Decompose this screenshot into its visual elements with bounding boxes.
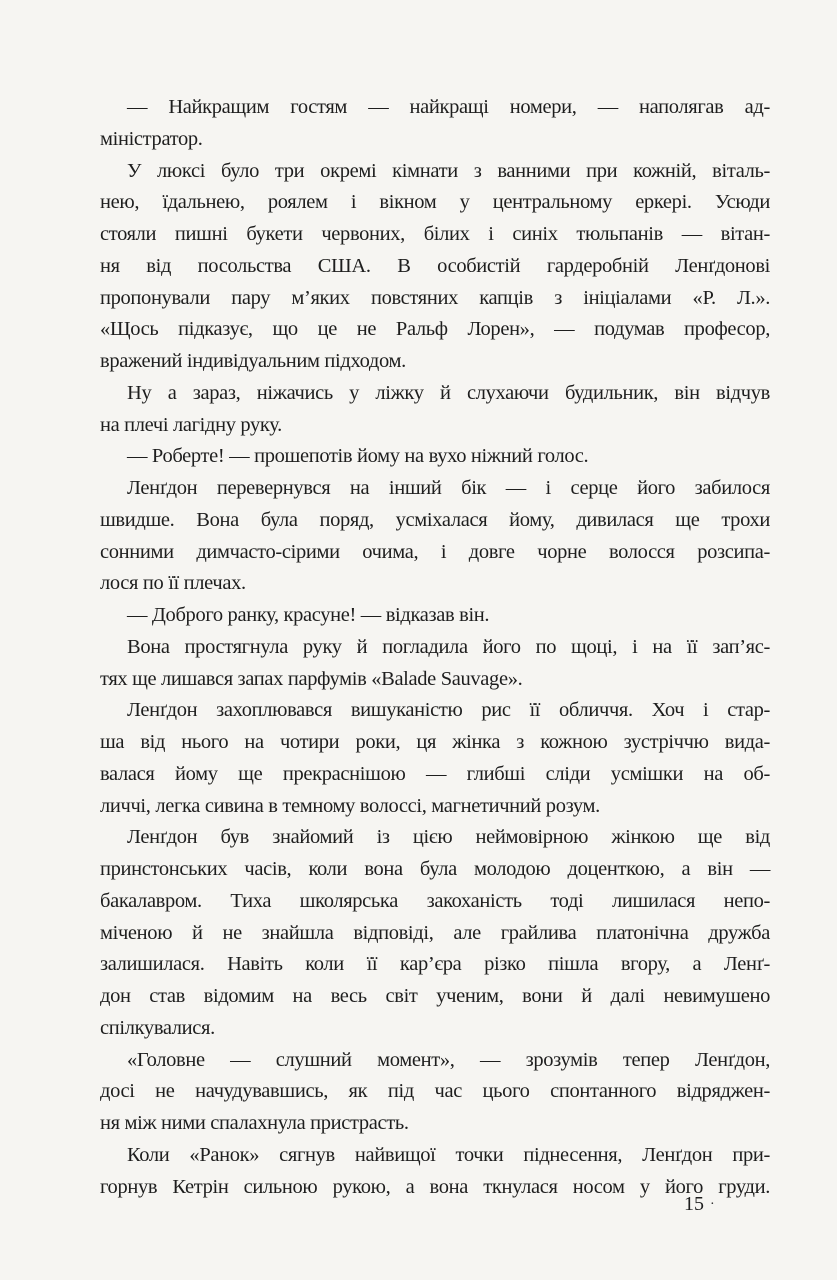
text-line: Коли «Ранок» сягнув найвищої точки піднесення, Ленґдон при- bbox=[127, 1143, 770, 1166]
text-line: — Доброго ранку, красуне! — відказав він. bbox=[127, 604, 490, 626]
page-number-dot: · bbox=[710, 1197, 715, 1213]
text-line: валася йому ще прекраснішою — глибші сліди усмішки на об- bbox=[100, 762, 770, 785]
book-page-text bbox=[100, 92, 770, 1203]
text-line: личчі, легка сивина в темному волоссі, магнетичний розум. bbox=[100, 794, 600, 817]
text-line: Ленґдон був знайомий із цією неймовірною жінкою ще від bbox=[127, 826, 770, 849]
text-line: пропонували пару м’яких повстяних капців з ініціалами «Р. Л.». bbox=[100, 286, 770, 309]
text-line: «Головне — слушний момент», — зрозумів тепер Ленґдон, bbox=[127, 1048, 770, 1071]
text-line: лося по її плечах. bbox=[100, 572, 246, 595]
text-line: Ну а зараз, ніжачись у ліжку й слухаючи будильник, він відчув bbox=[127, 381, 770, 404]
text-line: залишилася. Навіть коли її кар’єра різко пішла вгору, а Ленґ- bbox=[100, 953, 770, 976]
text-line: — Найкращим гостям — найкращі номери, — наполягав ад- bbox=[127, 96, 770, 118]
text-line: ня від посольства США. В особистій гардеробній Ленґдонові bbox=[100, 254, 770, 277]
text-line: тях ще лишався запах парфумів «Balade Sauvage». bbox=[100, 667, 523, 690]
text-line: досі не начудувавшись, як під час цього спонтанного відряджен- bbox=[100, 1080, 770, 1103]
text-line: бакалавром. Тиха школярська закоханість тоді лишилася непо- bbox=[100, 889, 770, 912]
text-line: спілкувалися. bbox=[100, 1016, 215, 1039]
text-line: «Щось підказує, що це не Ральф Лорен», — подумав професор, bbox=[100, 318, 770, 341]
text-line: Вона простягнула руку й погладила його по щоці, і на її зап’яс- bbox=[127, 635, 770, 658]
text-line: горнув Кетрін сильною рукою, а вона ткнулася носом у його груди. bbox=[100, 1175, 770, 1198]
text-line: міністратор. bbox=[100, 127, 203, 150]
text-line: стояли пишні букети червоних, білих і синіх тюльпанів — вітан- bbox=[100, 223, 770, 245]
text-line: принстонських часів, коли вона була молодою доценткою, а він — bbox=[100, 858, 770, 880]
text-line: на плечі лагідну руку. bbox=[100, 413, 282, 436]
text-line: міченою й не знайшла відповіді, але грайлива платонічна дружба bbox=[100, 921, 770, 944]
text-line: ша від нього на чотири роки, ця жінка з кожною зустріччю вида- bbox=[100, 731, 770, 753]
text-line: швидше. Вона була поряд, усміхалася йому, дивилася ще трохи bbox=[100, 508, 770, 531]
text-line: вражений індивідуальним підходом. bbox=[100, 350, 406, 372]
text-line: сонними димчасто-сірими очима, і довге чорне волосся розсипа- bbox=[100, 540, 770, 563]
text-line: — Роберте! — прошепотів йому на вухо ніжний голос. bbox=[127, 445, 589, 468]
text-line: У люксі було три окремі кімнати з ванними при кожній, віталь- bbox=[127, 159, 770, 182]
page-number bbox=[684, 1193, 715, 1216]
page-number-value: 15 bbox=[684, 1193, 704, 1215]
text-line: ня між ними спалахнула пристрасть. bbox=[100, 1112, 409, 1134]
text-line: Ленґдон захоплювався вишуканістю рис її обличчя. Хоч і стар- bbox=[127, 699, 770, 722]
text-line: нею, їдальнею, роялем і вікном у центральному еркері. Усюди bbox=[100, 191, 770, 214]
text-line: Ленґдон перевернувся на інший бік — і серце його забилося bbox=[127, 477, 770, 499]
text-line: дон став відомим на весь світ ученим, вони й далі невимушено bbox=[100, 985, 770, 1007]
